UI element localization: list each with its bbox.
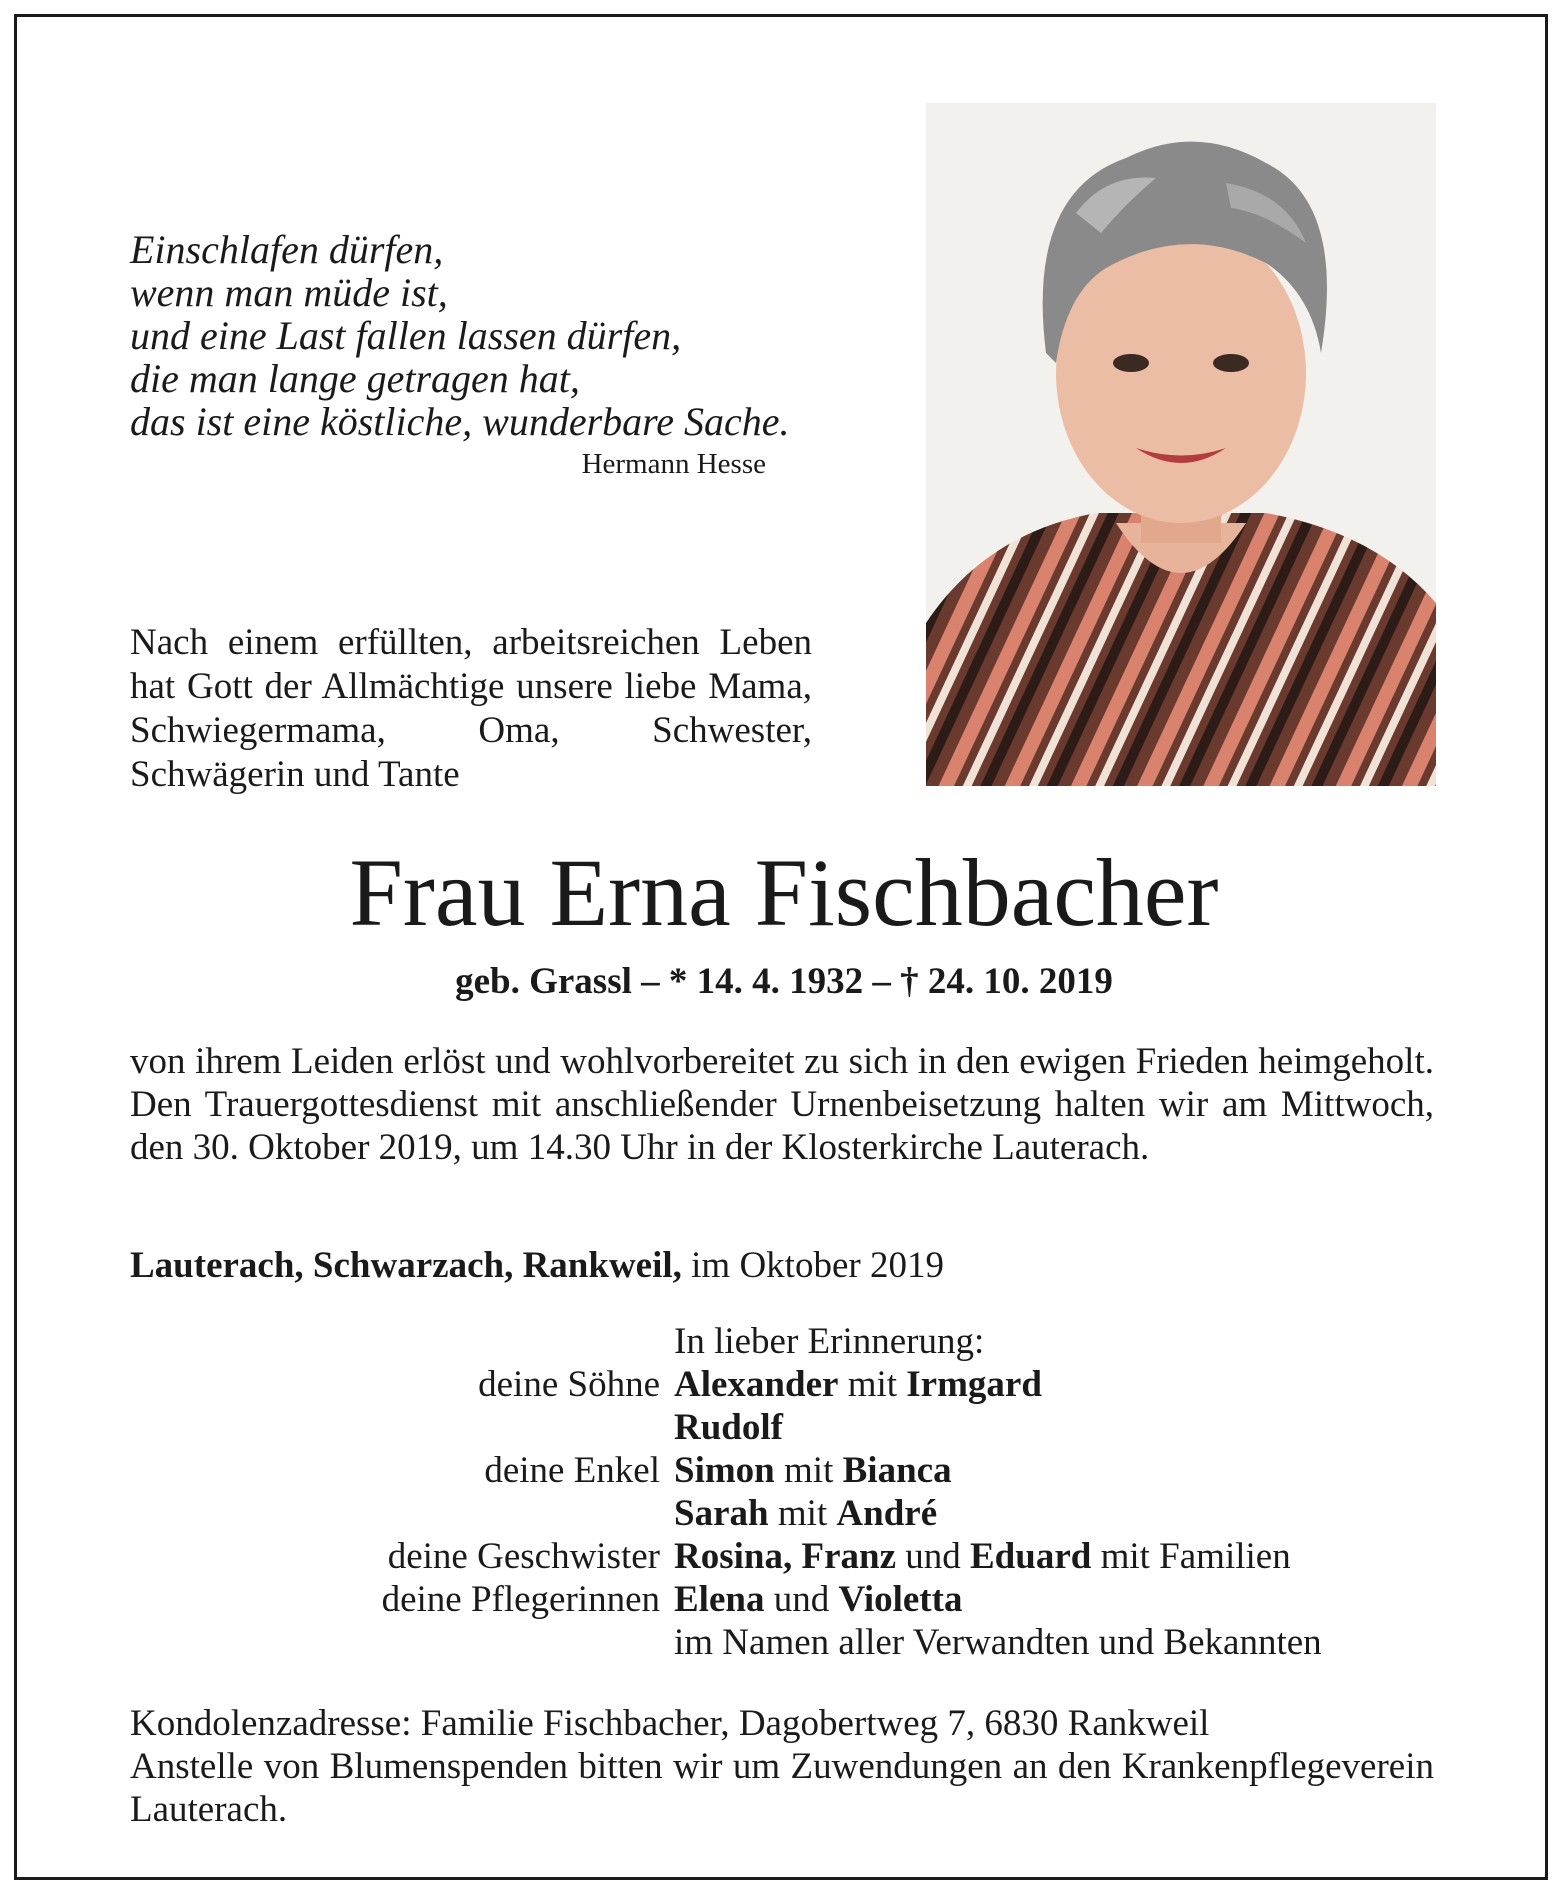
portrait-illustration: [926, 103, 1436, 786]
family-names: [674, 1535, 1460, 1578]
poem-line: das ist eine köstliche, wunderbare Sache.: [130, 399, 790, 444]
deceased-name: Frau Erna Fischbacher: [349, 839, 1219, 946]
condolence-address: Kondolenzadresse: Familie Fischbacher, Dagobertweg 7, 6830 Rankweil: [130, 1703, 1210, 1744]
family-connector: mit: [768, 1493, 837, 1534]
family-connector: im Namen aller Verwandten und Bekannten: [674, 1622, 1322, 1663]
family-member-name: Violetta: [838, 1579, 963, 1620]
family-member-name: Bianca: [842, 1450, 952, 1491]
intro-text: Nach einem erfüllten, arbeitsreichen Leben hat Gott der Allmächtige unsere liebe Mama, Schwiegermama, Oma, Schwester, Schwägerin und Tante: [130, 622, 812, 795]
family-list: [130, 1320, 1460, 1664]
family-member-name: Sarah: [674, 1493, 769, 1534]
family-member-name: Alexander: [674, 1364, 839, 1405]
family-role: [130, 1406, 674, 1449]
poem: [130, 227, 790, 444]
footer: [130, 1702, 1434, 1831]
place-date-line: [130, 1244, 1434, 1287]
family-row: [130, 1363, 1460, 1406]
service-announcement: von ihrem Leiden erlöst und wohlvorbereitet zu sich in den ewigen Frieden heimgeholt. Den Trauergottesdienst mit anschließender Urnenbeisetzung halten wir am Mittwoch, den 30. Oktober 2019, um 14.30 Uhr in der Klosterkirche Lauterach.: [130, 1041, 1434, 1168]
family-role: [130, 1621, 674, 1664]
family-row: [130, 1621, 1460, 1664]
family-connector: mit: [838, 1364, 907, 1405]
deceased-dates: geb. Grassl – * 14. 4. 1932 – † 24. 10. 2019: [455, 961, 1113, 1002]
family-names: [674, 1578, 1460, 1621]
family-row: [130, 1406, 1460, 1449]
poem-line: die man lange getragen hat,: [130, 356, 580, 401]
family-member-name: Elena: [674, 1579, 765, 1620]
family-names: [674, 1492, 1460, 1535]
family-row: [130, 1578, 1460, 1621]
family-role: deine Geschwister: [387, 1536, 660, 1577]
place-date: im Oktober 2019: [691, 1245, 944, 1286]
family-names: [674, 1406, 1460, 1449]
family-member-name: Irmgard: [906, 1364, 1042, 1405]
family-connector: und: [896, 1536, 970, 1577]
family-connector: mit Familien: [1091, 1536, 1291, 1577]
family-names: [674, 1621, 1460, 1664]
portrait-photo: [926, 103, 1436, 786]
poem-line: und eine Last fallen lassen dürfen,: [130, 313, 682, 358]
family-role: deine Pflegerinnen: [381, 1579, 660, 1620]
family-connector: und: [764, 1579, 839, 1620]
poem-line: wenn man müde ist,: [130, 270, 448, 315]
family-names: [674, 1449, 1460, 1492]
family-role: [130, 1320, 674, 1363]
poem-author: Hermann Hesse: [581, 448, 766, 480]
family-names: [674, 1363, 1460, 1406]
family-member-name: Rosina, Franz: [674, 1536, 896, 1577]
family-member-name: Eduard: [970, 1536, 1092, 1577]
family-role: deine Enkel: [484, 1450, 660, 1491]
poem-line: Einschlafen dürfen,: [130, 227, 444, 272]
family-member-name: Simon: [674, 1450, 775, 1491]
family-connector: mit: [774, 1450, 843, 1491]
family-role: deine Söhne: [478, 1364, 660, 1405]
family-row: [130, 1492, 1460, 1535]
family-member-name: Rudolf: [674, 1407, 783, 1448]
family-heading-row: [130, 1320, 1460, 1363]
family-row: [130, 1535, 1460, 1578]
family-row: [130, 1449, 1460, 1492]
family-heading: In lieber Erinnerung:: [674, 1321, 985, 1362]
family-role: [130, 1492, 674, 1535]
donation-note: Anstelle von Blumenspenden bitten wir um Zuwendungen an den Krankenpflegeverein Lauterach.: [130, 1746, 1434, 1830]
family-member-name: André: [836, 1493, 938, 1534]
place-towns: Lauterach, Schwarzach, Rankweil,: [130, 1245, 682, 1286]
